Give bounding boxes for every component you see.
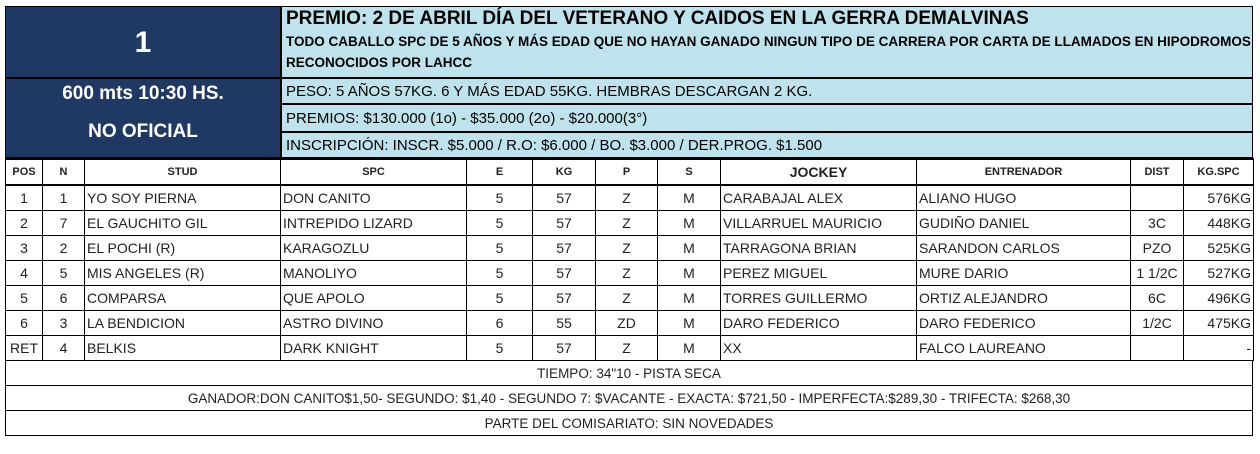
race-prizes: PREMIOS: $130.000 (1o) - $35.000 (2o) - $20.000(3°) xyxy=(281,104,1253,132)
cell-kgspc: 576KG xyxy=(1184,185,1254,210)
cell-entrenador: ORTIZ ALEJANDRO xyxy=(917,285,1131,310)
col-header-spc: SPC xyxy=(281,159,467,185)
col-header-n: N xyxy=(43,159,85,185)
cell-s: M xyxy=(658,310,721,335)
cell-pos: 5 xyxy=(6,285,43,310)
col-header-p: P xyxy=(596,159,658,185)
cell-dist xyxy=(1131,335,1184,360)
cell-jockey: TORRES GUILLERMO xyxy=(721,285,917,310)
cell-pos: 2 xyxy=(6,210,43,235)
cell-jockey: PEREZ MIGUEL xyxy=(721,260,917,285)
race-conditions: TODO CABALLO SPC DE 5 AÑOS Y MÁS EDAD QUE NO HAYAN GANADO NINGUN TIPO DE CARRERA POR CARTA DE LLAMADOS EN HIPODROMOS RECONOCIDOS POR LAHCC xyxy=(286,34,1251,70)
cell-stud: BELKIS xyxy=(85,335,281,360)
cell-p: Z xyxy=(596,210,658,235)
cell-p: Z xyxy=(596,260,658,285)
cell-jockey: XX xyxy=(721,335,917,360)
cell-entrenador: SARANDON CARLOS xyxy=(917,235,1131,260)
cell-entrenador: DARO FEDERICO xyxy=(917,310,1131,335)
cell-pos: 3 xyxy=(6,235,43,260)
race-dividends: GANADOR:DON CANITO$1,50- SEGUNDO: $1,40 - SEGUNDO 7: $VACANTE - EXACTA: $721,50 - IMPERFECTA:$289,30 - TRIFECTA: $268,30 xyxy=(5,386,1253,411)
col-header-s: S xyxy=(658,159,721,185)
race-time: TIEMPO: 34"10 - PISTA SECA xyxy=(5,361,1253,386)
cell-e: 6 xyxy=(467,310,533,335)
cell-dist: PZO xyxy=(1131,235,1184,260)
table-row xyxy=(6,260,1254,285)
race-number: 1 xyxy=(5,6,281,78)
cell-e: 5 xyxy=(467,285,533,310)
col-header-entrenador: ENTRENADOR xyxy=(917,159,1131,185)
race-results-sheet xyxy=(5,6,1253,436)
cell-e: 5 xyxy=(467,235,533,260)
race-weight: PESO: 5 AÑOS 57KG. 6 Y MÁS EDAD 55KG. HEMBRAS DESCARGAN 2 KG. xyxy=(281,78,1253,104)
cell-dist: 1/2C xyxy=(1131,310,1184,335)
cell-s: M xyxy=(658,260,721,285)
cell-e: 5 xyxy=(467,210,533,235)
cell-kg: 57 xyxy=(533,185,596,210)
col-header-pos: POS xyxy=(6,159,43,185)
cell-stud: MIS ANGELES (R) xyxy=(85,260,281,285)
cell-kg: 57 xyxy=(533,335,596,360)
cell-kgspc: 496KG xyxy=(1184,285,1254,310)
col-header-kg: KG xyxy=(533,159,596,185)
cell-jockey: CARABAJAL ALEX xyxy=(721,185,917,210)
cell-stud: YO SOY PIERNA xyxy=(85,185,281,210)
cell-n: 3 xyxy=(43,310,85,335)
cell-stud: EL GAUCHITO GIL xyxy=(85,210,281,235)
cell-spc: KARAGOZLU xyxy=(281,235,467,260)
cell-n: 1 xyxy=(43,185,85,210)
table-row xyxy=(6,285,1254,310)
race-prize-box xyxy=(281,6,1253,78)
cell-dist: 6C xyxy=(1131,285,1184,310)
cell-s: M xyxy=(658,285,721,310)
cell-kgspc: - xyxy=(1184,335,1254,360)
col-header-kgspc: KG.SPC xyxy=(1184,159,1254,185)
race-meta-box xyxy=(5,78,281,158)
cell-stud: COMPARSA xyxy=(85,285,281,310)
table-row xyxy=(6,210,1254,235)
cell-jockey: DARO FEDERICO xyxy=(721,310,917,335)
cell-spc: QUE APOLO xyxy=(281,285,467,310)
cell-s: M xyxy=(658,235,721,260)
cell-kgspc: 525KG xyxy=(1184,235,1254,260)
race-inscription: INSCRIPCIÓN: INSCR. $5.000 / R.O: $6.000 / BO. $3.000 / DER.PROG. $1.500 xyxy=(281,132,1253,158)
results-table xyxy=(5,158,1254,361)
table-row xyxy=(6,335,1254,360)
col-header-jockey: JOCKEY xyxy=(721,159,917,185)
cell-e: 5 xyxy=(467,260,533,285)
cell-n: 6 xyxy=(43,285,85,310)
cell-entrenador: ALIANO HUGO xyxy=(917,185,1131,210)
cell-e: 5 xyxy=(467,335,533,360)
cell-stud: LA BENDICION xyxy=(85,310,281,335)
cell-s: M xyxy=(658,210,721,235)
cell-p: Z xyxy=(596,235,658,260)
cell-kg: 57 xyxy=(533,260,596,285)
cell-spc: DON CANITO xyxy=(281,185,467,210)
col-header-e: E xyxy=(467,159,533,185)
cell-pos: 6 xyxy=(6,310,43,335)
cell-s: M xyxy=(658,185,721,210)
cell-jockey: TARRAGONA BRIAN xyxy=(721,235,917,260)
race-header xyxy=(5,6,1253,158)
results-header-row xyxy=(6,159,1254,185)
cell-dist: 1 1/2C xyxy=(1131,260,1184,285)
cell-n: 4 xyxy=(43,335,85,360)
cell-spc: INTREPIDO LIZARD xyxy=(281,210,467,235)
race-distance-time: 600 mts 10:30 HS. xyxy=(62,83,224,104)
cell-s: M xyxy=(658,335,721,360)
cell-p: ZD xyxy=(596,310,658,335)
cell-e: 5 xyxy=(467,185,533,210)
cell-kgspc: 448KG xyxy=(1184,210,1254,235)
cell-p: Z xyxy=(596,185,658,210)
col-header-stud: STUD xyxy=(85,159,281,185)
cell-pos: 4 xyxy=(6,260,43,285)
cell-kg: 57 xyxy=(533,235,596,260)
cell-dist: 3C xyxy=(1131,210,1184,235)
cell-n: 2 xyxy=(43,235,85,260)
cell-spc: ASTRO DIVINO xyxy=(281,310,467,335)
cell-jockey: VILLARRUEL MAURICIO xyxy=(721,210,917,235)
cell-n: 7 xyxy=(43,210,85,235)
cell-n: 5 xyxy=(43,260,85,285)
cell-dist xyxy=(1131,185,1184,210)
cell-kgspc: 475KG xyxy=(1184,310,1254,335)
cell-stud: EL POCHI (R) xyxy=(85,235,281,260)
cell-entrenador: MURE DARIO xyxy=(917,260,1131,285)
race-status: NO OFICIAL xyxy=(88,121,198,142)
race-title: PREMIO: 2 DE ABRIL DÍA DEL VETERANO Y CAIDOS EN LA GERRA DEMALVINAS xyxy=(286,8,1029,29)
cell-pos: 1 xyxy=(6,185,43,210)
table-row xyxy=(6,235,1254,260)
cell-kg: 57 xyxy=(533,285,596,310)
cell-kgspc: 527KG xyxy=(1184,260,1254,285)
table-row xyxy=(6,185,1254,210)
race-stewards-report: PARTE DEL COMISARIATO: SIN NOVEDADES xyxy=(5,411,1253,436)
col-header-dist: DIST xyxy=(1131,159,1184,185)
cell-entrenador: GUDIÑO DANIEL xyxy=(917,210,1131,235)
cell-p: Z xyxy=(596,335,658,360)
cell-entrenador: FALCO LAUREANO xyxy=(917,335,1131,360)
cell-p: Z xyxy=(596,285,658,310)
cell-spc: DARK KNIGHT xyxy=(281,335,467,360)
cell-spc: MANOLIYO xyxy=(281,260,467,285)
table-row xyxy=(6,310,1254,335)
cell-kg: 55 xyxy=(533,310,596,335)
cell-kg: 57 xyxy=(533,210,596,235)
cell-pos: RET xyxy=(6,335,43,360)
